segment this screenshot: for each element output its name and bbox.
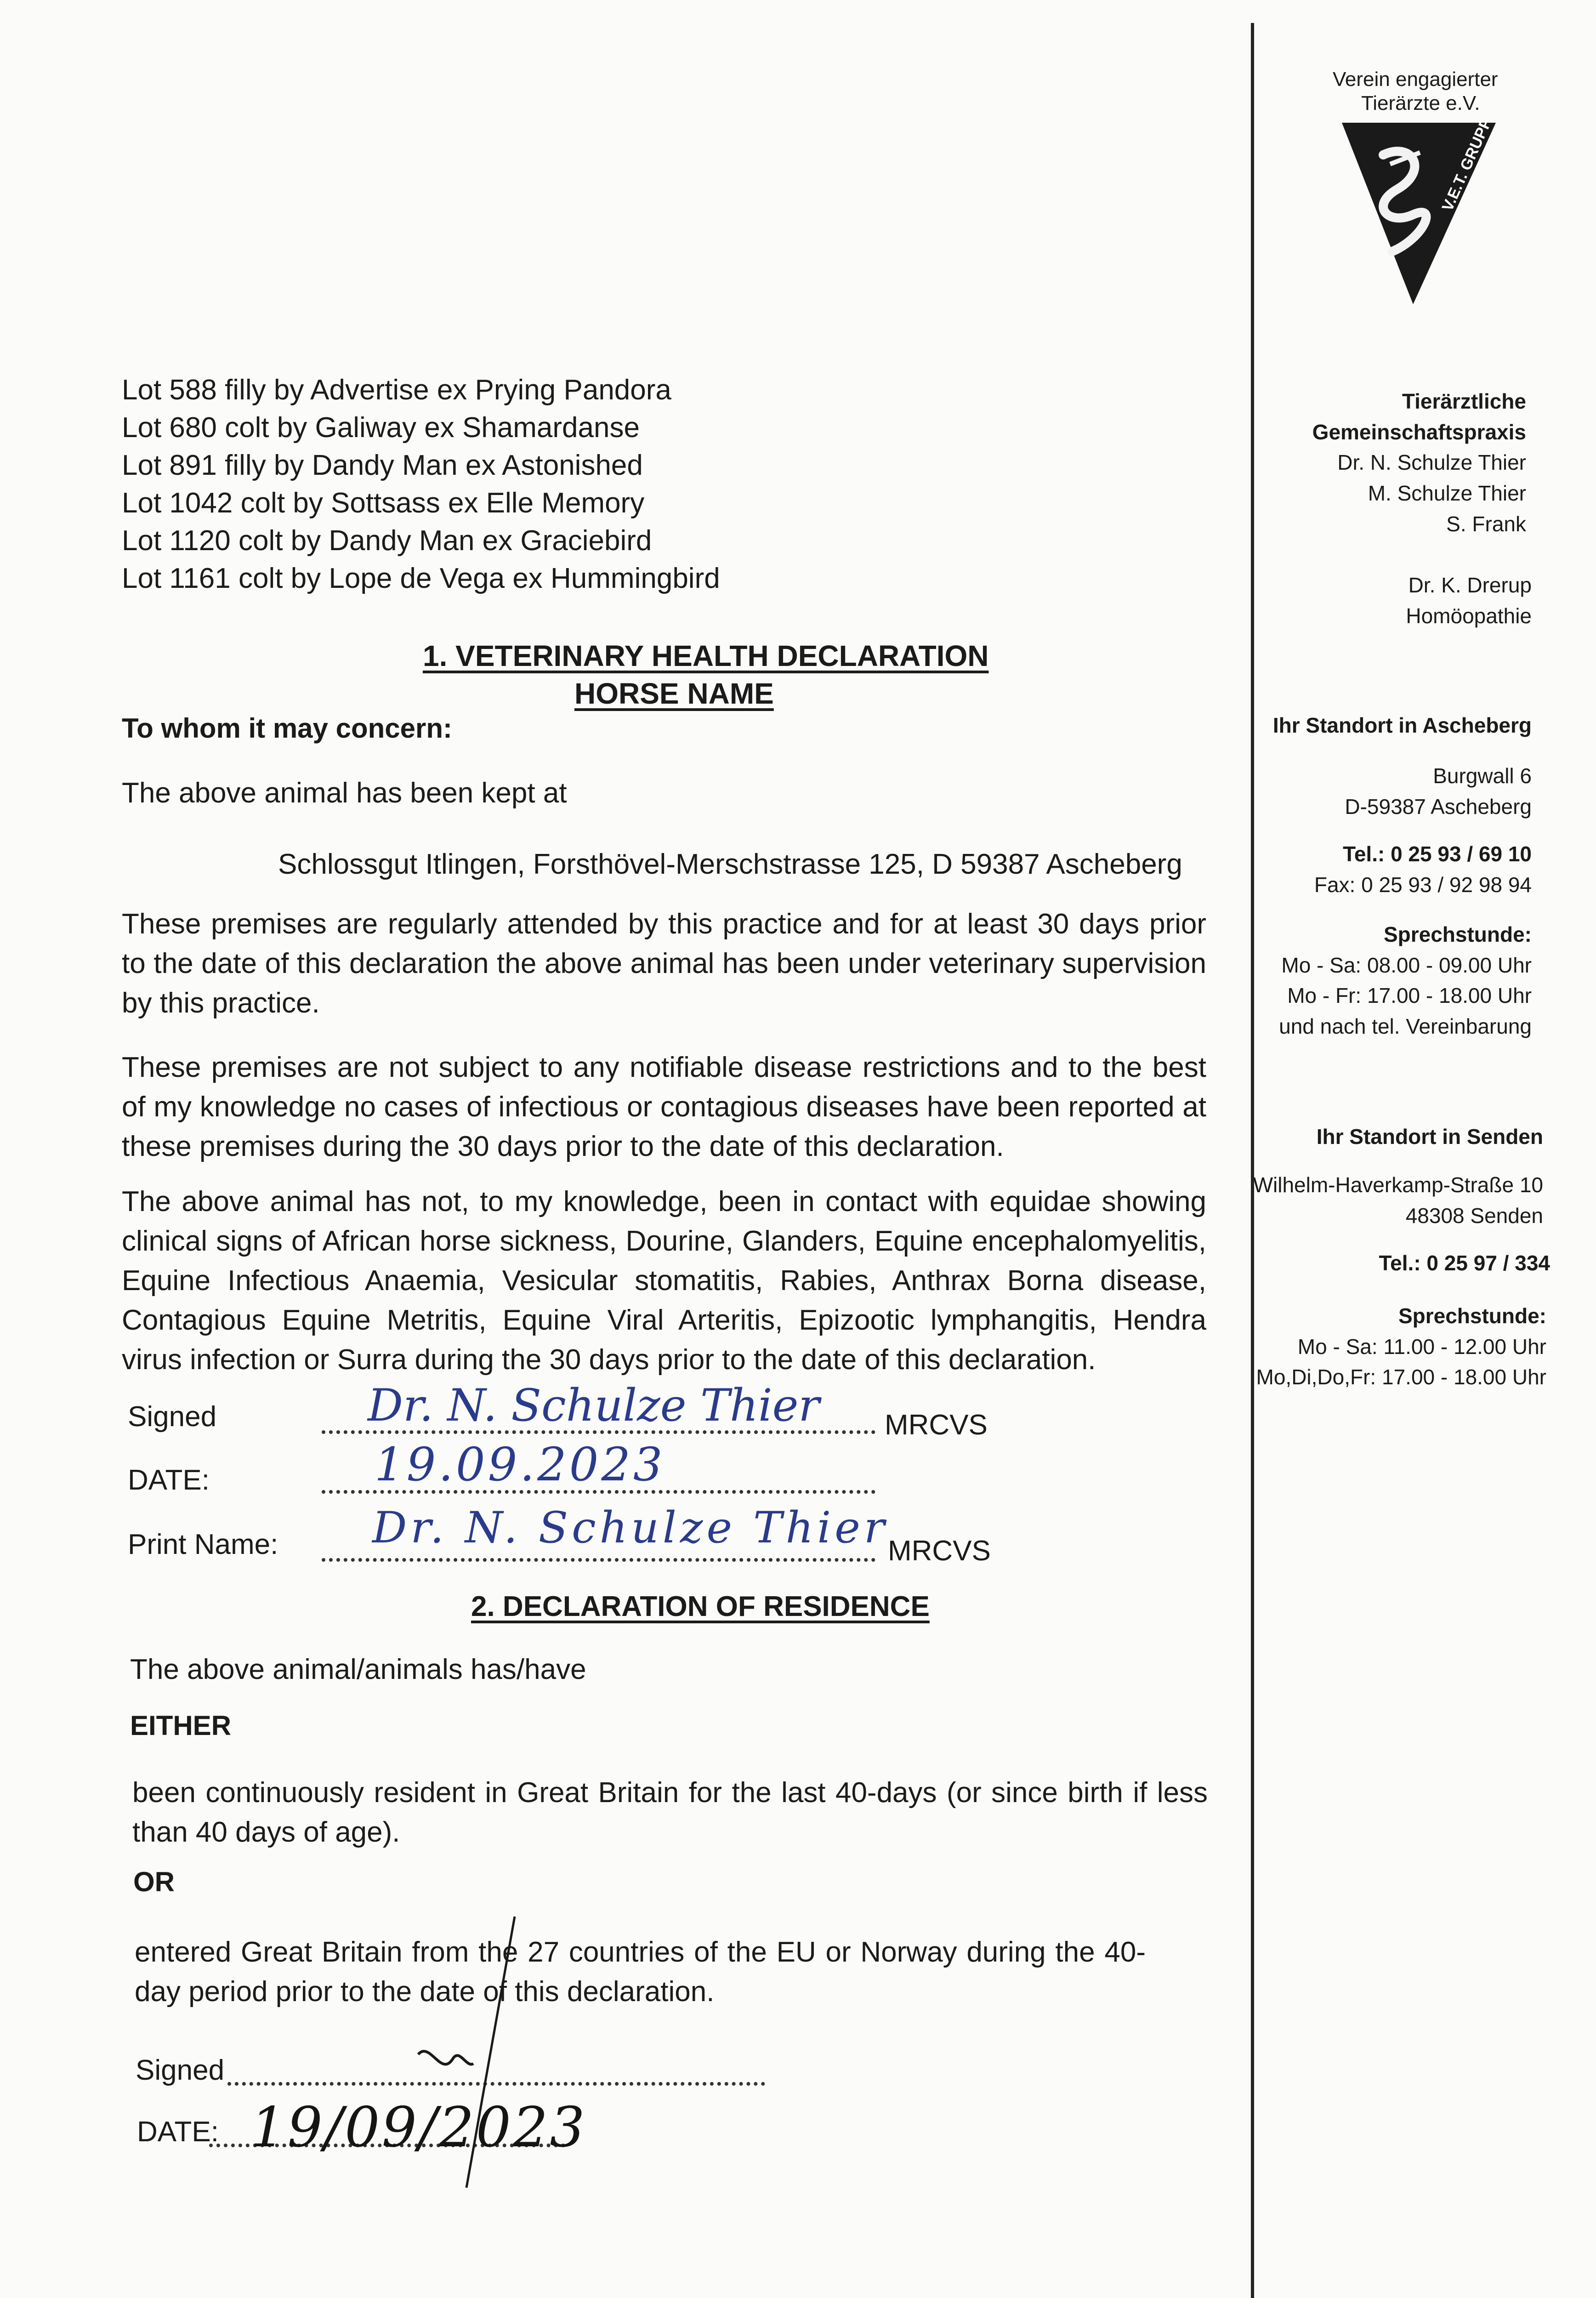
ascheberg-hours-line: und nach tel. Vereinbarung	[1279, 1014, 1532, 1039]
ascheberg-hours-heading: Sprechstunde:	[1383, 922, 1532, 946]
ascheberg-hours-line: Mo - Fr: 17.00 - 18.00 Uhr	[1287, 984, 1532, 1008]
association-name-line2: Tierärzte e.V.	[1361, 92, 1480, 114]
senden-hours-line: Mo,Di,Do,Fr: 17.00 - 18.00 Uhr	[1256, 1365, 1546, 1389]
practice-name-line1: Tierärztliche	[1402, 389, 1526, 413]
vet-name: Dr. N. Schulze Thier	[1337, 450, 1526, 475]
practice-name-line2: Gemeinschaftspraxis	[1312, 420, 1526, 444]
senden-heading: Ihr Standort in Senden	[1316, 1125, 1543, 1149]
association-name-line1: Verein engagierter	[1333, 68, 1498, 91]
section2-title: 2. DECLARATION OF RESIDENCE	[471, 1591, 930, 1622]
option-entered-text: entered Great Britain from the 27 countries of the EU or Norway during the 40-day period prior to the date of this declaration.	[135, 1936, 1146, 2008]
date-label: DATE:	[128, 1464, 210, 1496]
option-resident-text: been continuously resident in Great Britain for the last 40-days (or since birth if less than 40 days of age).	[132, 1777, 1208, 1848]
senden-hours-line: Mo - Sa: 11.00 - 12.00 Uhr	[1297, 1334, 1546, 1359]
logo-text: V.E.T. GRUPPE	[1438, 120, 1498, 214]
either-label: EITHER	[130, 1710, 232, 1741]
signed-label: Signed	[128, 1401, 217, 1433]
vet-name: S. Frank	[1446, 512, 1526, 536]
ascheberg-heading: Ihr Standort in Ascheberg	[1272, 713, 1532, 737]
senden-tel: Tel.: 0 25 97 / 334	[1379, 1251, 1550, 1275]
diseases-paragraph: The above animal has not, to my knowledge, been in contact with equidae showing clinical signs of African horse sickness, Dourine, Glanders, Equine encephalomyelitis, Equine Infectious Anaemia, Vesicular stomatitis, Rabies, Anthrax Borna disease, Contagious Equine Metritis, Equine Viral Arteritis, Epizootic lymphangitis, Hendra virus infection or Surra during the 30 days prior to the date of this declaration.	[122, 1186, 1206, 1376]
lot-line: Lot 1120 colt by Dandy Man ex Graciebird	[122, 525, 652, 557]
print-name-label: Print Name:	[128, 1529, 278, 1560]
handwritten-print-name: Dr. N. Schulze Thier	[372, 1503, 888, 1553]
premises-address: Schlossgut Itlingen, Forsthövel-Merschstrasse 125, D 59387 Ascheberg	[278, 848, 1182, 880]
senden-city: 48308 Senden	[1405, 1203, 1543, 1228]
lot-line: Lot 891 filly by Dandy Man ex Astonished	[122, 449, 643, 481]
handwritten-date: 19.09.2023	[375, 1438, 665, 1491]
signed-label: Signed	[136, 2054, 225, 2086]
ascheberg-tel: Tel.: 0 25 93 / 69 10	[1343, 842, 1532, 866]
vet-signature: Dr. N. Schulze Thier	[368, 1380, 820, 1431]
kept-at-text: The above animal has been kept at	[122, 777, 567, 809]
supervision-paragraph: These premises are regularly attended by this practice and for at least 30 days prior to the date of this declaration the above animal has been under veterinary supervision by this practice.	[122, 908, 1206, 1019]
ascheberg-hours-line: Mo - Sa: 08.00 - 09.00 Uhr	[1281, 953, 1532, 977]
senden-hours-heading: Sprechstunde:	[1398, 1304, 1546, 1328]
date-label: DATE:	[137, 2116, 219, 2148]
senden-street: Wilhelm-Haverkamp-Straße 10	[1253, 1173, 1543, 1197]
lot-line: Lot 588 filly by Advertise ex Prying Pandora	[122, 374, 671, 406]
mrcvs-label: MRCVS	[888, 1535, 991, 1567]
salutation: To whom it may concern:	[122, 713, 452, 744]
homeopathy-vet: Dr. K. Drerup	[1408, 573, 1532, 597]
lot-line: Lot 680 colt by Galiway ex Shamardanse	[122, 412, 640, 444]
lot-line: Lot 1161 colt by Lope de Vega ex Hummingbird	[122, 563, 720, 594]
ascheberg-city: D-59387 Ascheberg	[1345, 794, 1532, 819]
vet-name: M. Schulze Thier	[1368, 481, 1526, 506]
lot-line: Lot 1042 colt by Sottsass ex Elle Memory	[122, 487, 645, 519]
handwritten-date: 19/09/2023	[250, 2096, 587, 2160]
section1-title: 1. VETERINARY HEALTH DECLARATION	[423, 639, 989, 672]
ascheberg-fax: Fax: 0 25 93 / 92 98 94	[1314, 872, 1532, 897]
or-label: OR	[133, 1866, 175, 1897]
ascheberg-street: Burgwall 6	[1433, 764, 1532, 788]
homeopathy-label: Homöopathie	[1406, 603, 1532, 628]
mrcvs-label: MRCVS	[885, 1409, 988, 1441]
section1-subtitle: HORSE NAME	[574, 677, 774, 710]
section2-intro: The above animal/animals has/have	[130, 1654, 586, 1685]
restrictions-paragraph: These premises are not subject to any notifiable disease restrictions and to the best of my knowledge no cases of infectious or contagious diseases have been reported at these premises during the 30 days prior to the date of this declaration.	[122, 1052, 1206, 1162]
